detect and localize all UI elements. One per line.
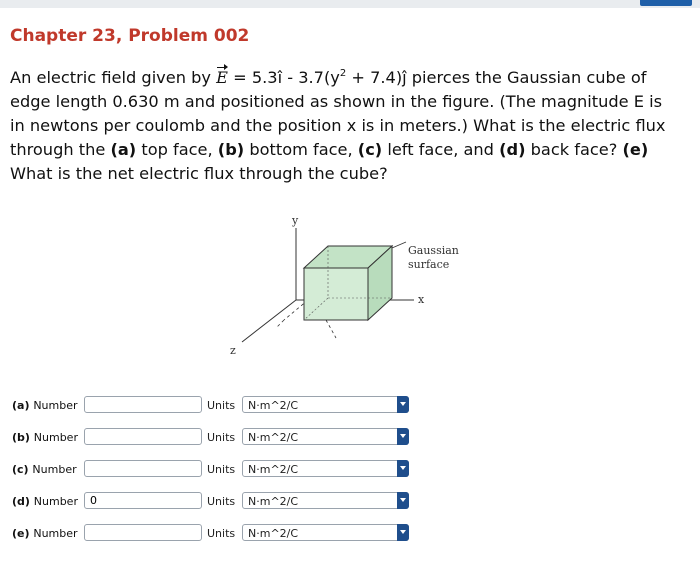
answer-label-a: (a) Number: [12, 399, 78, 412]
units-select-a[interactable]: N·m^2/C: [242, 396, 409, 413]
dropdown-arrow-icon[interactable]: [397, 524, 409, 541]
dropdown-arrow-icon[interactable]: [397, 396, 409, 413]
dropdown-arrow-icon[interactable]: [397, 492, 409, 509]
answer-row-a: [10, 396, 410, 418]
units-select-c[interactable]: N·m^2/C: [242, 460, 409, 477]
units-label-e: Units: [207, 527, 236, 540]
top-bar: [0, 0, 700, 8]
dropdown-arrow-icon[interactable]: [397, 460, 409, 477]
x-axis-label: x: [418, 293, 425, 306]
answer-input-a[interactable]: [84, 396, 202, 413]
answer-input-e[interactable]: [84, 524, 202, 541]
units-label-d: Units: [207, 495, 236, 508]
units-select-b[interactable]: N·m^2/C: [242, 428, 409, 445]
answer-input-c[interactable]: [84, 460, 202, 477]
gaussian-label-line1: Gaussian: [408, 244, 459, 257]
answer-row-e: [10, 524, 410, 546]
units-label-b: Units: [207, 431, 236, 444]
page-title: Chapter 23, Problem 002: [10, 26, 250, 46]
units-label-a: Units: [207, 399, 236, 412]
dropdown-arrow-icon[interactable]: [397, 428, 409, 445]
cube-diagram: [228, 210, 478, 360]
problem-statement: An electric field given by E = 5.3î - $3.7(y^2$ + 7.4)ĵ pierces the Gaussian cube of edge length 0.630 m and positioned as shown in the figure. (The magnitude E is in newtons per coulomb and the position x is in meters.) What is the electric flux through the (a) top face, (b) bottom face, (c) left face, and (d) back face? (e) What is the net electric flux through the cube?: [10, 68, 666, 183]
answer-input-d[interactable]: [84, 492, 202, 509]
vector-e-symbol: E: [216, 66, 228, 90]
units-label-c: Units: [207, 463, 236, 476]
y-axis-label: y: [292, 214, 299, 227]
answer-label-c: (c) Number: [12, 463, 77, 476]
cube-front-face: [304, 268, 368, 320]
answer-row-c: [10, 460, 410, 482]
answer-label-e: (e) Number: [12, 527, 78, 540]
gaussian-label-line2: surface: [408, 258, 450, 271]
answer-row-d: [10, 492, 410, 514]
answer-row-b: [10, 428, 410, 450]
z-axis-label: z: [230, 344, 236, 357]
answer-label-b: (b) Number: [12, 431, 78, 444]
answer-label-d: (d) Number: [12, 495, 78, 508]
gaussian-cube-figure: [228, 210, 478, 360]
units-select-d[interactable]: N·m^2/C: [242, 492, 409, 509]
units-select-e[interactable]: N·m^2/C: [242, 524, 409, 541]
top-tab-indicator[interactable]: [640, 0, 692, 6]
answer-input-b[interactable]: [84, 428, 202, 445]
